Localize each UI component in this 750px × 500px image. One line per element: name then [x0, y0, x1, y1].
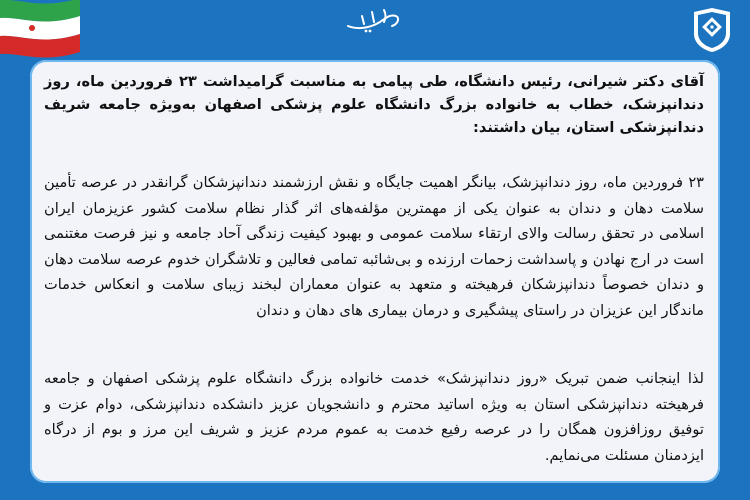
- header-bar: [0, 0, 750, 62]
- university-logo-icon: [690, 6, 734, 54]
- iran-flag-icon: [0, 0, 80, 64]
- message-paragraph-1: ۲۳ فروردین ماه، روز دندانپزشک، بیانگر اهمیت جایگاه و نقش ارزشمند دندانپزشکان گرانقدر در عرصه تأمین سلامت دهان و دندان به عنوان یکی از مهمترین مؤلفه‌های اثر گذار نظام سلامت کشور عزیزمان ایران اسلامی در تحقق رسالت والای ارتقاء سلامت عمومی و بهبود کیفیت زندگی آحاد جامعه و نیز فرصت مغتنمی است در ارج نهادن و پاسداشت زحمات ارزنده و بی‌شائبه تمامی فعالین و تلاشگران خدوم عرصه سلامت دهان و دندان خصوصاً دندانپزشکان فرهیخته و متعهد به عنوان معماران لبخند زیبای سلامت و انعکاس خدمات ماندگار این عزیزان در راستای پیشگیری و درمان بیماری های دهان و دندان: [44, 174, 704, 319]
- message-paragraph-2: لذا اینجانب ضمن تبریک «روز دندانپزشک» خدمت خانواده بزرگ دانشگاه علوم پزشکی اصفهان و جامعه فرهیخته دندانپزشکی استان به ویژه اساتید محترم و دانشجویان عزیز دانشکده دندانپزشکی، دوام عزت و توفیق روزافزون همگان را در عرصه رفیع خدمت به عموم مردم عزیز و شریف این مرز و بوم از درگاه ایزدمنان مسئلت می‌نمایم.: [44, 370, 704, 464]
- tabrik-calligraphy-icon: [340, 4, 410, 36]
- message-card: [30, 60, 720, 483]
- intro-paragraph: آقای دکتر شیرانی، رئیس دانشگاه، طی پیامی به مناسبت گرامیداشت ۲۳ فروردین ماه، روز دندانپزشک، خطاب به خانواده بزرگ دانشگاه علوم پزشکی اصفهان به‌ویژه جامعه شریف دندانپزشکی استان، بیان داشتند:: [44, 73, 705, 136]
